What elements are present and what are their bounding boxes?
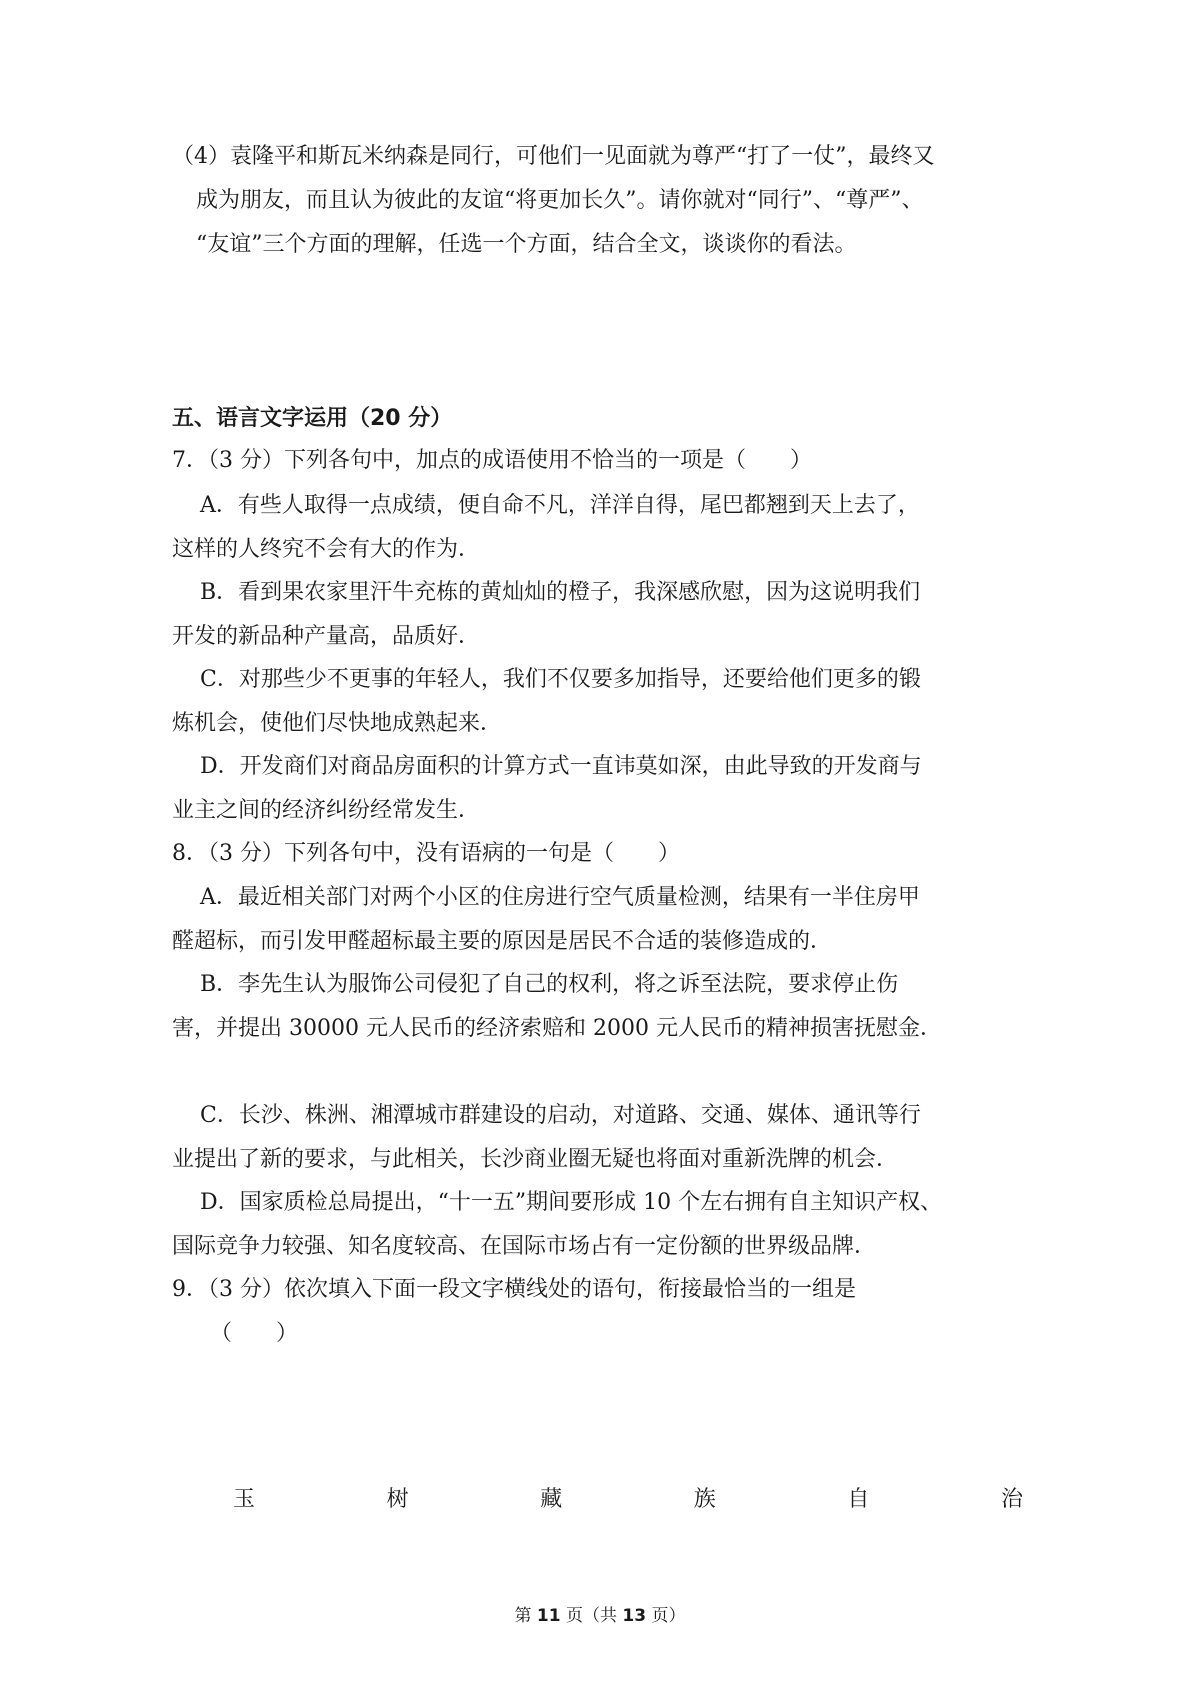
q8-stem: 8．（3 分）下列各句中，没有语病的一句是（ ） [172,841,680,866]
q9-char: 自 [847,1487,870,1512]
q4-line-1: （4）袁隆平和斯瓦米纳森是同行，可他们一见面就为尊严“打了一仗”，最终又 [172,144,935,169]
q7-option-d-line-2: 业主之间的经济纠纷经常发生． [172,798,481,823]
footer-middle: 页（共 [566,1606,617,1626]
q8-option-b-line-2: 害，并提出 30000 元人民币的经济索赔和 2000 元人民币的精神损害抚慰金． [172,1016,942,1041]
q7-option-b-line-1: B．看到果农家里汗牛充栋的黄灿灿的橙子，我深感欣慰，因为这说明我们 [200,580,921,605]
q7-option-a-line-2: 这样的人终究不会有大的作为． [172,537,481,562]
q8-option-a-line-1: A．最近相关部门对两个小区的住房进行空气质量检测，结果有一半住房甲 [200,885,920,910]
footer-suffix: 页） [651,1606,686,1626]
q9-char: 藏 [540,1487,563,1512]
q8-option-a-line-2: 醛超标，而引发甲醛超标最主要的原因是居民不合适的装修造成的． [172,929,833,954]
section-heading: 五、语言文字运用（20 分） [172,406,453,431]
q9-char: 树 [386,1487,409,1512]
q9-stem: 9．（3 分）依次填入下面一段文字横线处的语句，衔接最恰当的一组是 [172,1277,856,1302]
page-footer [0,1604,1200,1628]
q8-option-d-line-1: D．国家质检总局提出，“十一五”期间要形成 10 个左右拥有自主知识产权、 [200,1190,943,1215]
q7-option-c-line-2: 炼机会，使他们尽快地成熟起来． [172,711,503,736]
q7-option-b-line-2: 开发的新品种产量高，品质好． [172,624,481,649]
q4-line-3: “友谊”三个方面的理解，任选一个方面，结合全文，谈谈你的看法。 [196,232,857,257]
q9-char: 玉 [233,1487,256,1512]
footer-prefix: 第 [514,1606,532,1626]
q9-spread-text [233,1485,1023,1515]
q8-option-d-line-2: 国际竞争力较强、知名度较高、在国际市场占有一定份额的世界级品牌． [172,1234,877,1259]
q4-line-2: 成为朋友，而且认为彼此的友谊“将更加长久”。请你就对“同行”、“尊严”、 [196,188,924,213]
q8-option-c-line-1: C．长沙、株洲、湘潭城市群建设的启动，对道路、交通、媒体、通讯等行 [200,1103,921,1128]
q7-option-d-line-1: D．开发商们对商品房面积的计算方式一直讳莫如深，由此导致的开发商与 [200,754,922,779]
q9-char: 族 [693,1487,716,1512]
q8-option-b-line-1: B．李先生认为服饰公司侵犯了自己的权利，将之诉至法院，要求停止伤 [200,972,899,997]
footer-page-number: 11 [536,1606,561,1626]
q7-stem: 7．（3 分）下列各句中，加点的成语使用不恰当的一项是（ ） [172,448,812,473]
q7-option-a-line-1: A．有些人取得一点成绩，便自命不凡，洋洋自得，尾巴都翘到天上去了， [200,493,920,518]
q8-option-c-line-2: 业提出了新的要求，与此相关，长沙商业圈无疑也将面对重新洗牌的机会． [172,1147,899,1172]
footer-total-pages: 13 [622,1606,647,1626]
q9-answer-paren: （ ） [210,1321,299,1346]
q9-char: 治 [1000,1487,1023,1512]
q7-option-c-line-1: C．对那些少不更事的年轻人，我们不仅要多加指导，还要给他们更多的锻 [200,667,921,692]
